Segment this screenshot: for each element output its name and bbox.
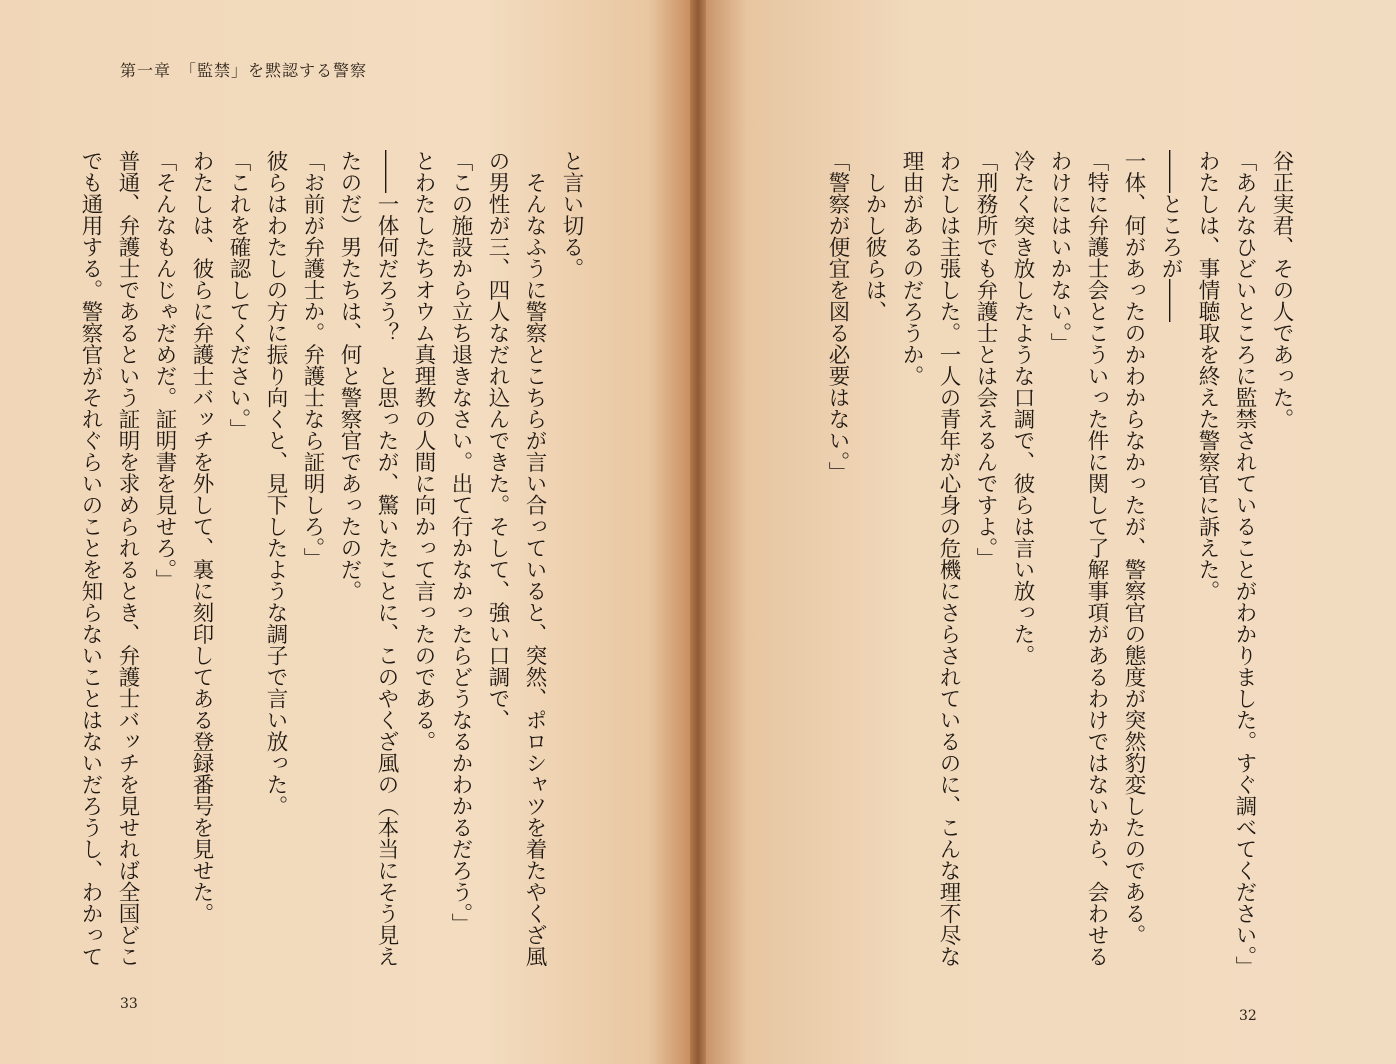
book-gutter	[690, 0, 706, 1064]
text-line: 「そんなもんじゃだめだ。証明書を見せろ。」	[152, 150, 177, 591]
text-line: 「この施設から立ち退きなさい。出て行かなかったらどうなるかわかるだろう。」	[448, 150, 473, 935]
text-line: たのだ）男たちは、何と警察官であったのだ。	[337, 150, 362, 602]
running-head: 第一章 「監禁」を黙認する警察	[120, 61, 368, 80]
left-page	[0, 0, 690, 1064]
text-line: ――ところが――	[1158, 150, 1183, 322]
text-line: とわたしたちオウム真理教の人間に向かって言ったのである。	[411, 150, 436, 752]
left-page-body	[78, 150, 590, 967]
text-line: 「特に弁護士会とこういった件に関して了解事項があるわけではないから、会わせる	[1084, 150, 1109, 967]
text-line: わたしは、彼らに弁護士バッチを外して、裏に刻印してある登録番号を見せた。	[189, 150, 214, 924]
text-line: わたしは、事情聴取を終えた警察官に訴えた。	[1195, 150, 1220, 602]
text-line: 「お前が弁護士か。弁護士なら証明しろ。」	[300, 150, 325, 570]
text-line: しかし彼らは、	[862, 150, 887, 322]
text-line: 「警察が便宜を図る必要はない。」	[825, 150, 850, 484]
text-line: 「あんなひどいところに監禁されていることがわかりました。すぐ調べてください。」	[1232, 150, 1257, 978]
page-number: 33	[120, 996, 138, 1012]
text-line: と言い切る。	[559, 150, 584, 279]
text-line: 冷たく突き放したような口調で、彼らは言い放った。	[1010, 150, 1035, 666]
text-line: ――一体何だろう？ と思ったが、驚いたことに、このやくざ風の（本当にそう見え	[374, 150, 399, 967]
text-line: 「これを確認してください。」	[226, 150, 251, 441]
text-line: そんなふうに警察とこちらが言い合っていると、突然、ポロシャツを着たやくざ風	[522, 150, 547, 967]
text-line: 理由があるのだろうか。	[899, 150, 924, 387]
page-number: 32	[1239, 1008, 1257, 1024]
text-line: わけにはいかない。」	[1047, 150, 1072, 355]
right-page	[706, 0, 1396, 1064]
right-page-body	[770, 150, 1300, 978]
text-line: 一体、何があったのかわからなかったが、警察官の態度が突然豹変したのである。	[1121, 150, 1146, 946]
text-line: 「刑務所でも弁護士とは会えるんですよ。」	[973, 150, 998, 570]
text-line: でも通用する。警察官がそれぐらいのことを知らないことはないだろうし、わかって	[78, 150, 103, 967]
text-line: わたしは主張した。一人の青年が心身の危機にさらされているのに、こんな理不尽な	[936, 150, 961, 967]
text-line: 谷正実君、その人であった。	[1269, 150, 1294, 430]
text-line: の男性が三、四人なだれ込んできた。そして、強い口調で、	[485, 150, 510, 731]
text-line: 普通、弁護士であるという証明を求められるとき、弁護士バッチを見せれば全国どこ	[115, 150, 140, 967]
text-line: 彼らはわたしの方に振り向くと、見下したような調子で言い放った。	[263, 150, 288, 817]
